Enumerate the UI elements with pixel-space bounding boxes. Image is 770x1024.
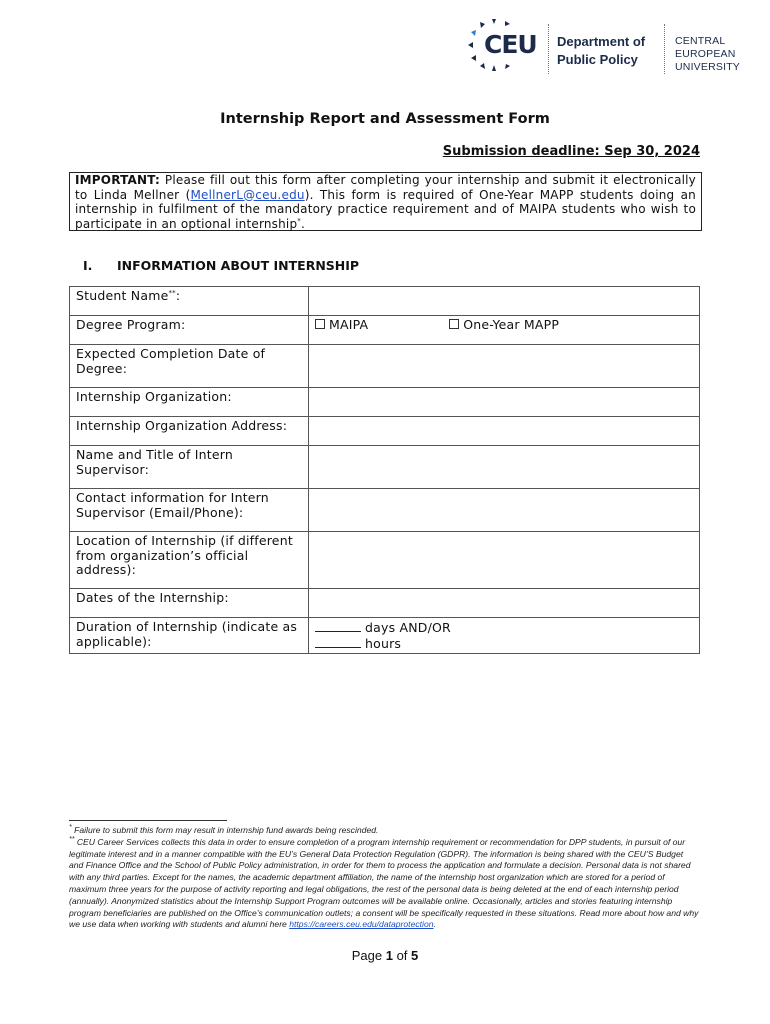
important-end: . [301,216,306,231]
table-row [70,446,700,489]
table-row [70,316,700,345]
dates-field[interactable] [309,589,700,618]
mapp-checkbox[interactable] [449,319,459,329]
organization-label: Internship Organization: [70,388,309,417]
important-label: IMPORTANT: [75,173,161,187]
page-total: 5 [411,948,419,963]
page-of: of [396,948,408,963]
footnote-2-mark: ** [69,835,75,843]
footnote-2-end: . [433,919,436,930]
days-blank[interactable] [315,620,361,632]
table-row [70,489,700,532]
page-number [0,948,770,963]
logo-text: CEU [484,30,537,59]
mapp-option-label: One-Year MAPP [463,317,560,332]
logo-separator-2 [664,24,665,74]
department-line-1: Department of [557,34,646,49]
table-row [70,532,700,589]
supervisor-contact-label: Contact information for Intern Supervisor (Email/Phone): [70,489,309,532]
completion-date-field[interactable] [309,345,700,388]
footnote-separator [69,820,227,821]
internship-info-table [69,286,700,654]
university-line-3: UNIVERSITY [675,61,741,73]
department-line-2: Public Policy [557,52,638,67]
important-text-2: ). This form is required of One-Year MAPP students doing an internship in fulfilment of the mandatory practice requirement and of MAIPA students who wish to participate in an optional internship [75,187,696,231]
footnote-1-text: Failure to submit this form may result in internship fund awards being rescinded. [71,825,379,835]
hours-blank[interactable] [315,636,361,648]
table-row [70,345,700,388]
organization-address-label: Internship Organization Address: [70,417,309,446]
table-row [70,618,700,654]
maipa-checkbox[interactable] [315,319,325,329]
document-title: Internship Report and Assessment Form [220,111,550,127]
footnote-mark-1: * [297,216,301,225]
days-label: days AND/OR [365,620,451,635]
supervisor-label: Name and Title of Intern Supervisor: [70,446,309,489]
submission-deadline: Submission deadline: Sep 30, 2024 [442,144,700,159]
dates-label: Dates of the Internship: [70,589,309,618]
contact-email-link[interactable]: MellnerL@ceu.edu [190,187,305,202]
page-current: 1 [385,948,393,963]
section-title: INFORMATION ABOUT INTERNSHIP [117,258,360,273]
footnote-1-mark: * [69,824,72,832]
data-protection-link[interactable]: https://careers.ceu.edu/dataprotection [289,919,434,930]
university-line-1: CENTRAL [675,35,726,47]
important-text-1: Please fill out this form after completing your internship and submit it electronically to Linda Mellner ( [75,173,696,202]
logo-separator [548,24,549,74]
important-notice [69,172,702,231]
label-text: Student Name [76,288,169,303]
supervisor-field[interactable] [309,446,700,489]
table-row [70,287,700,316]
duration-label: Duration of Internship (indicate as applicable): [70,618,309,654]
completion-date-label: Expected Completion Date of Degree: [70,345,309,388]
university-line-2: EUROPEAN [675,48,736,60]
page-label: Page [351,948,383,963]
degree-program-label: Degree Program: [70,316,309,345]
duration-field [309,618,700,654]
footnote-2-text: CEU Career Services collects this data in order to ensure completion of a program internship requirement or recommendation for DPP students, in pursuit of our legitimate interest and in a manner compatible with the EU’s General Data Protection Regulation (GDPR). The information is being shared with the CEU’S Budget and Finance Office and the School of Public Policy administration, in order for them to process the application and formulate a decision. Personal data is not shared with any third parties. Except for the names, the academic department affiliation, the name of the internship host organization which are stored for a period of maximum three years for the purpose of activity reporting and legal obligations, the rest of the personal data is being deleted at the end of each internship period (annually). Anonymized statistics about the Internship Support Program outcomes will be available online. Occasionally, articles and stories featuring internship program beneficiaries are published on the Office’s communication outlets; a consent will be specifically requested in these situations. Read more about how and why we use data when working with students and alumni here [69,836,699,930]
organization-field[interactable] [309,388,700,417]
supervisor-contact-field[interactable] [309,489,700,532]
location-field[interactable] [309,532,700,589]
maipa-option-label: MAIPA [329,317,369,332]
degree-program-field [309,316,700,345]
hours-label: hours [365,635,402,651]
student-name-label [70,287,309,316]
footnotes [69,825,699,931]
table-row [70,589,700,618]
footnote-mark-2: ** [168,288,176,297]
section-number: I. [83,258,93,273]
student-name-field[interactable] [309,287,700,316]
organization-address-field[interactable] [309,417,700,446]
label-colon: : [175,288,181,303]
footnote-1 [69,825,699,837]
location-label: Location of Internship (if different from organization’s official address): [70,532,309,589]
table-row [70,388,700,417]
footnote-2 [69,837,699,931]
table-row [70,417,700,446]
